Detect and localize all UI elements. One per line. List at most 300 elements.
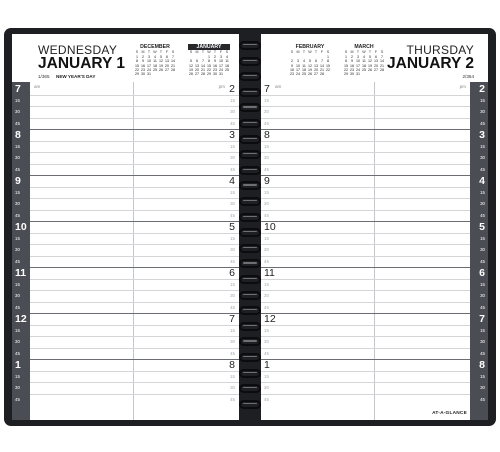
mini-calendar-day[interactable]: 8 xyxy=(345,59,347,64)
mini-calendar-day[interactable]: 16 xyxy=(141,63,145,68)
spiral-coil xyxy=(239,135,261,144)
right-day-number: 2/364 xyxy=(462,74,474,79)
quarter-label: 30 xyxy=(480,247,485,253)
mini-calendar-day[interactable]: 22 xyxy=(207,67,211,72)
mini-calendar-day[interactable]: 2 xyxy=(291,59,293,64)
weekday-label: W xyxy=(153,50,157,54)
mini-calendar-day[interactable]: 13 xyxy=(165,59,169,64)
quarter-line xyxy=(261,348,470,349)
quarter-label: 15 xyxy=(230,143,235,149)
mini-calendar-day[interactable]: 25 xyxy=(302,72,306,77)
quarter-line xyxy=(30,336,239,337)
hour-line xyxy=(261,175,470,176)
weekday-label: S xyxy=(171,50,175,54)
weekday-label: T xyxy=(147,50,151,54)
mini-calendar-day[interactable]: 20 xyxy=(195,67,199,72)
quarter-label: 15 xyxy=(230,281,235,287)
mini-calendar-day[interactable]: 3 xyxy=(220,55,222,59)
quarter-line xyxy=(261,290,470,291)
weekday-label: W xyxy=(308,50,312,54)
hour-line xyxy=(261,313,470,314)
mini-calendar-day[interactable]: 12 xyxy=(308,63,312,68)
quarter-label: 45 xyxy=(230,212,235,218)
quarter-label: 15 xyxy=(480,281,485,287)
hour-label: 7 xyxy=(264,82,270,95)
mini-calendar-day[interactable]: 23 xyxy=(213,67,217,72)
mini-calendar-day[interactable]: 6 xyxy=(375,55,377,59)
spiral-coil xyxy=(239,119,261,128)
mini-calendar-february xyxy=(289,44,331,76)
quarter-label: 15 xyxy=(230,373,235,379)
hour-label: 8 xyxy=(264,128,270,141)
quarter-line xyxy=(261,336,470,337)
quarter-line xyxy=(261,164,470,165)
quarter-label: 30 xyxy=(15,201,20,207)
weekday-label: F xyxy=(320,50,324,54)
mini-calendar-day[interactable]: 24 xyxy=(147,67,151,72)
hour-line xyxy=(30,221,239,222)
mini-calendar-day[interactable]: 1 xyxy=(327,55,329,59)
quarter-line xyxy=(30,279,239,280)
spiral-coil xyxy=(239,322,261,331)
mini-calendar-day[interactable]: 24 xyxy=(296,72,300,77)
hour-label: 1 xyxy=(264,358,270,371)
quarter-label: 30 xyxy=(15,155,20,161)
quarter-label: 45 xyxy=(480,166,485,172)
mini-calendar-day[interactable]: 11 xyxy=(302,63,306,68)
mini-calendar-day[interactable]: 10 xyxy=(147,59,151,64)
mini-calendar-day[interactable]: 20 xyxy=(165,63,169,68)
quarter-label: 30 xyxy=(15,385,20,391)
mini-calendar-day[interactable]: 7 xyxy=(321,59,323,64)
quarter-line xyxy=(30,233,239,234)
mini-calendar-day[interactable]: 28 xyxy=(320,72,324,77)
mini-calendar-day[interactable]: 3 xyxy=(297,59,299,64)
quarter-label: 15 xyxy=(15,373,20,379)
quarter-line xyxy=(261,118,470,119)
hour-line xyxy=(261,359,470,360)
mini-calendar-day[interactable]: 17 xyxy=(356,63,360,68)
mini-calendar-day[interactable]: 31 xyxy=(356,72,360,77)
mini-calendar-day[interactable]: 25 xyxy=(362,67,366,72)
spiral-coil xyxy=(239,259,261,268)
quarter-label: 30 xyxy=(480,201,485,207)
weekday-label: S xyxy=(344,50,348,54)
mini-calendar-march xyxy=(343,44,385,76)
mini-calendar-day[interactable]: 11 xyxy=(225,59,229,64)
quarter-line xyxy=(261,371,470,372)
mini-calendar-day[interactable]: 15 xyxy=(326,63,330,68)
weekday-label: F xyxy=(219,50,223,54)
left-page-header xyxy=(12,34,239,82)
quarter-label: 15 xyxy=(230,327,235,333)
mini-calendar-day[interactable]: 6 xyxy=(315,59,317,64)
mini-calendar-day[interactable]: 27 xyxy=(165,67,169,72)
quarter-label: 30 xyxy=(230,109,235,115)
weekday-label: S xyxy=(380,50,384,54)
hour-line xyxy=(30,267,239,268)
weekday-label: T xyxy=(356,50,360,54)
mini-calendar-day[interactable]: 7 xyxy=(202,59,204,64)
mini-calendar-day[interactable]: 26 xyxy=(368,67,372,72)
quarter-label: 30 xyxy=(264,385,269,391)
mini-calendar-day[interactable]: 13 xyxy=(374,59,378,64)
spiral-coil xyxy=(239,353,261,362)
quarter-label: 45 xyxy=(230,120,235,126)
quarter-label: 30 xyxy=(264,339,269,345)
mini-calendar-day[interactable]: 23 xyxy=(290,72,294,77)
left-schedule-grid[interactable] xyxy=(12,82,239,420)
quarter-line xyxy=(30,118,239,119)
quarter-label: 15 xyxy=(480,189,485,195)
quarter-label: 45 xyxy=(264,258,269,264)
mini-calendar-day[interactable]: 23 xyxy=(350,67,354,72)
mini-calendar-day[interactable]: 5 xyxy=(309,59,311,64)
mini-calendar-day[interactable]: 28 xyxy=(201,72,205,77)
spiral-coil xyxy=(239,41,261,50)
mini-calendar-day[interactable]: 20 xyxy=(314,67,318,72)
hour-label: 11 xyxy=(15,266,27,279)
mini-calendar-day[interactable]: 15 xyxy=(344,63,348,68)
quarter-label: 15 xyxy=(15,235,20,241)
left-date: JANUARY 1 xyxy=(38,55,125,72)
mini-calendar-day[interactable]: 3 xyxy=(148,55,150,59)
mini-calendar-day[interactable]: 19 xyxy=(159,63,163,68)
mini-calendar-day[interactable]: 4 xyxy=(363,55,365,59)
quarter-line xyxy=(30,152,239,153)
hour-label: 8 xyxy=(229,358,235,371)
quarter-line xyxy=(30,106,239,107)
quarter-label: 45 xyxy=(230,304,235,310)
right-page-header xyxy=(261,34,488,82)
mini-calendar-day[interactable]: 18 xyxy=(302,67,306,72)
mini-calendar-day[interactable]: 29 xyxy=(135,72,139,77)
mini-calendar-day[interactable]: 22 xyxy=(344,67,348,72)
mini-calendar-day[interactable]: 12 xyxy=(368,59,372,64)
quarter-label: 30 xyxy=(230,339,235,345)
quarter-label: 15 xyxy=(264,97,269,103)
quarter-line xyxy=(261,244,470,245)
mini-calendar-day[interactable]: 17 xyxy=(296,67,300,72)
mini-calendar-day[interactable]: 17 xyxy=(147,63,151,68)
mini-calendar-day[interactable]: 25 xyxy=(225,67,229,72)
spiral-coil xyxy=(239,244,261,253)
ampm-label: am xyxy=(34,84,41,89)
quarter-label: 15 xyxy=(230,235,235,241)
quarter-line xyxy=(30,382,239,383)
weekday-label: S xyxy=(290,50,294,54)
mini-calendar-day[interactable]: 5 xyxy=(190,59,192,64)
mini-calendar-title: FEBRUARY xyxy=(295,44,325,50)
weekday-label: S xyxy=(135,50,139,54)
quarter-line xyxy=(30,141,239,142)
mini-calendar-day[interactable]: 16 xyxy=(213,63,217,68)
quarter-label: 45 xyxy=(264,304,269,310)
mini-calendar-day[interactable]: 4 xyxy=(226,55,228,59)
mini-calendar-day[interactable]: 7 xyxy=(381,55,383,59)
mini-calendar-day[interactable]: 23 xyxy=(141,67,145,72)
mini-calendar-day[interactable]: 18 xyxy=(362,63,366,68)
quarter-label: 15 xyxy=(230,189,235,195)
mini-calendar-day[interactable]: 16 xyxy=(290,67,294,72)
mini-calendar-title: MARCH xyxy=(354,44,374,50)
weekday-label: T xyxy=(213,50,217,54)
mini-calendar-day[interactable]: 29 xyxy=(207,72,211,77)
mini-calendar-day[interactable]: 24 xyxy=(356,67,360,72)
quarter-label: 30 xyxy=(15,293,20,299)
mini-calendar-day[interactable]: 14 xyxy=(380,59,384,64)
mini-calendar-day[interactable]: 30 xyxy=(213,72,217,77)
quarter-line xyxy=(30,198,239,199)
mini-calendar-day[interactable]: 22 xyxy=(135,67,139,72)
mini-calendar-day[interactable]: 21 xyxy=(171,63,175,68)
mini-calendar-day[interactable]: 8 xyxy=(208,59,210,64)
mini-calendar-day[interactable]: 2 xyxy=(142,55,144,59)
mini-calendar-title: JANUARY xyxy=(188,44,230,50)
mini-calendar-day[interactable]: 28 xyxy=(380,67,384,72)
quarter-label: 15 xyxy=(15,281,20,287)
mini-calendar-day[interactable]: 25 xyxy=(153,67,157,72)
hour-label: 10 xyxy=(15,220,27,233)
hour-line xyxy=(261,267,470,268)
quarter-label: 30 xyxy=(15,247,20,253)
mini-calendar-day[interactable]: 26 xyxy=(189,72,193,77)
quarter-label: 15 xyxy=(264,327,269,333)
quarter-label: 45 xyxy=(480,304,485,310)
quarter-label: 45 xyxy=(230,166,235,172)
mini-calendar-day[interactable]: 13 xyxy=(195,63,199,68)
hour-label: 5 xyxy=(479,220,485,233)
mini-calendar-day[interactable]: 21 xyxy=(320,67,324,72)
mini-calendar-day[interactable]: 15 xyxy=(207,63,211,68)
mini-calendar-day xyxy=(379,72,385,76)
hour-label: 4 xyxy=(479,174,485,187)
mini-calendar-day[interactable]: 8 xyxy=(327,59,329,64)
mini-calendar-day[interactable]: 29 xyxy=(344,72,348,77)
mini-calendar-day[interactable]: 17 xyxy=(219,63,223,68)
mini-calendar-day[interactable]: 12 xyxy=(189,63,193,68)
hour-label: 1 xyxy=(15,358,21,371)
mini-calendar-day[interactable]: 4 xyxy=(303,59,305,64)
left-day-number: 1/365 xyxy=(38,74,50,79)
mini-calendar-day[interactable]: 16 xyxy=(350,63,354,68)
quarter-label: 15 xyxy=(264,143,269,149)
mini-calendar-day[interactable]: 18 xyxy=(225,63,229,68)
quarter-label: 30 xyxy=(480,339,485,345)
quarter-label: 45 xyxy=(264,166,269,172)
mini-calendar-day[interactable]: 28 xyxy=(171,67,175,72)
quarter-label: 15 xyxy=(264,281,269,287)
mini-calendar-day[interactable]: 18 xyxy=(153,63,157,68)
quarter-line xyxy=(261,95,470,96)
mini-calendar-day[interactable]: 19 xyxy=(189,67,193,72)
mini-calendar-january xyxy=(188,44,230,76)
quarter-line xyxy=(30,371,239,372)
mini-calendar-day[interactable]: 31 xyxy=(147,72,151,77)
mini-calendar-day[interactable]: 3 xyxy=(357,55,359,59)
quarter-label: 45 xyxy=(15,212,20,218)
right-day-name: THURSDAY xyxy=(406,43,474,57)
mini-calendar-day[interactable]: 6 xyxy=(196,59,198,64)
quarter-line xyxy=(30,244,239,245)
weekday-label: S xyxy=(189,50,193,54)
spiral-coil xyxy=(239,275,261,284)
spiral-coil xyxy=(239,103,261,112)
quarter-label: 45 xyxy=(264,120,269,126)
mini-calendar-day[interactable]: 12 xyxy=(159,59,163,64)
quarter-line xyxy=(261,210,470,211)
mini-calendar-day[interactable]: 27 xyxy=(195,72,199,77)
hour-line xyxy=(30,313,239,314)
mini-calendar-day[interactable]: 14 xyxy=(320,63,324,68)
weekday-label: T xyxy=(368,50,372,54)
mini-calendar-day[interactable]: 10 xyxy=(219,59,223,64)
quarter-label: 15 xyxy=(480,143,485,149)
mini-calendar-day[interactable]: 14 xyxy=(171,59,175,64)
quarter-line xyxy=(261,302,470,303)
mini-calendar-december xyxy=(134,44,176,76)
quarter-line xyxy=(261,187,470,188)
spiral-coil xyxy=(239,72,261,81)
spiral-coil xyxy=(239,181,261,190)
ampm-label: pm xyxy=(218,84,225,89)
hour-line xyxy=(30,129,239,130)
quarter-label: 30 xyxy=(230,201,235,207)
weekday-label: M xyxy=(195,50,199,54)
mini-calendar-day[interactable]: 9 xyxy=(291,63,293,68)
hour-line xyxy=(261,129,470,130)
mini-calendar-day[interactable]: 20 xyxy=(374,63,378,68)
mini-calendar-day[interactable]: 24 xyxy=(219,67,223,72)
hour-line xyxy=(261,221,470,222)
hour-label: 3 xyxy=(479,128,485,141)
weekday-label: S xyxy=(225,50,229,54)
quarter-label: 30 xyxy=(264,201,269,207)
quarter-line xyxy=(261,394,470,395)
mini-calendar-day[interactable]: 15 xyxy=(135,63,139,68)
mini-calendar-day[interactable]: 9 xyxy=(142,59,144,64)
hour-label: 9 xyxy=(264,174,270,187)
quarter-label: 30 xyxy=(264,293,269,299)
quarter-label: 15 xyxy=(15,189,20,195)
spiral-coil xyxy=(239,400,261,409)
quarter-line xyxy=(30,290,239,291)
quarter-line xyxy=(261,233,470,234)
quarter-label: 15 xyxy=(264,235,269,241)
quarter-label: 45 xyxy=(480,212,485,218)
mini-calendar-day[interactable]: 5 xyxy=(160,55,162,59)
mini-calendar-week xyxy=(134,72,176,76)
mini-calendar-day[interactable]: 5 xyxy=(369,55,371,59)
spiral-binding xyxy=(238,34,262,420)
mini-calendar-week xyxy=(343,72,385,76)
mini-calendar-day[interactable]: 8 xyxy=(136,59,138,64)
mini-calendar-day[interactable]: 9 xyxy=(214,59,216,64)
mini-calendar-day[interactable]: 7 xyxy=(172,55,174,59)
mini-calendar-day[interactable]: 26 xyxy=(308,72,312,77)
quarter-label: 30 xyxy=(264,247,269,253)
quarter-line xyxy=(261,382,470,383)
quarter-label: 45 xyxy=(230,396,235,402)
mini-calendar-day[interactable]: 2 xyxy=(214,55,216,59)
mini-calendar-day[interactable]: 10 xyxy=(296,63,300,68)
mini-calendar-day xyxy=(224,72,230,76)
mini-calendar-day[interactable]: 2 xyxy=(351,55,353,59)
mini-calendar-day[interactable]: 4 xyxy=(154,55,156,59)
quarter-label: 45 xyxy=(264,212,269,218)
spiral-coil xyxy=(239,306,261,315)
quarter-label: 45 xyxy=(15,258,20,264)
mini-calendar-day[interactable]: 10 xyxy=(356,59,360,64)
mini-calendar-day[interactable]: 31 xyxy=(219,72,223,77)
mini-calendar-day xyxy=(325,72,331,76)
spiral-coil xyxy=(239,291,261,300)
quarter-line xyxy=(261,256,470,257)
mini-calendar-day[interactable]: 9 xyxy=(351,59,353,64)
mini-calendar-day[interactable]: 27 xyxy=(314,72,318,77)
quarter-line xyxy=(30,164,239,165)
hour-line xyxy=(30,359,239,360)
mini-calendar-day[interactable]: 11 xyxy=(362,59,366,64)
mini-calendar-day[interactable]: 1 xyxy=(345,55,347,59)
quarter-label: 30 xyxy=(480,293,485,299)
quarter-line xyxy=(30,95,239,96)
mini-calendar-day[interactable]: 13 xyxy=(314,63,318,68)
quarter-label: 45 xyxy=(230,258,235,264)
left-day-name: WEDNESDAY xyxy=(38,43,118,57)
mini-calendar-day[interactable]: 19 xyxy=(368,63,372,68)
spiral-coil xyxy=(239,197,261,206)
right-schedule-grid[interactable] xyxy=(261,82,488,420)
mini-calendar-day[interactable]: 27 xyxy=(374,67,378,72)
mini-calendar-day[interactable]: 14 xyxy=(201,63,205,68)
planner-book xyxy=(4,28,496,426)
weekday-label: S xyxy=(326,50,330,54)
weekday-label: F xyxy=(165,50,169,54)
quarter-label: 30 xyxy=(230,155,235,161)
quarter-label: 45 xyxy=(264,396,269,402)
quarter-line xyxy=(30,325,239,326)
weekday-label: T xyxy=(201,50,205,54)
mini-calendar-day[interactable]: 26 xyxy=(159,67,163,72)
weekday-label: F xyxy=(374,50,378,54)
mini-calendar-day[interactable]: 19 xyxy=(308,67,312,72)
mini-calendar-day[interactable]: 1 xyxy=(208,55,210,59)
quarter-line xyxy=(30,187,239,188)
mini-calendar-day[interactable]: 30 xyxy=(350,72,354,77)
right-date: JANUARY 2 xyxy=(387,55,474,72)
weekday-label: M xyxy=(296,50,300,54)
quarter-label: 30 xyxy=(264,155,269,161)
brand-logo: AT-A-GLANCE xyxy=(432,411,467,416)
mini-calendar-week xyxy=(289,72,331,76)
hour-label: 5 xyxy=(229,220,235,233)
mini-calendar-day[interactable]: 21 xyxy=(201,67,205,72)
quarter-line xyxy=(30,394,239,395)
mini-calendar-day[interactable]: 21 xyxy=(380,63,384,68)
quarter-line xyxy=(261,279,470,280)
weekday-label: M xyxy=(141,50,145,54)
quarter-label: 45 xyxy=(480,258,485,264)
hour-label: 4 xyxy=(229,174,235,187)
mini-calendar-day[interactable]: 6 xyxy=(166,55,168,59)
weekday-label: W xyxy=(207,50,211,54)
mini-calendar-day[interactable]: 11 xyxy=(153,59,157,64)
mini-calendar-day[interactable]: 30 xyxy=(141,72,145,77)
mini-calendar-day[interactable]: 22 xyxy=(326,67,330,72)
spiral-coil xyxy=(239,213,261,222)
mini-calendar-day[interactable]: 1 xyxy=(136,55,138,59)
